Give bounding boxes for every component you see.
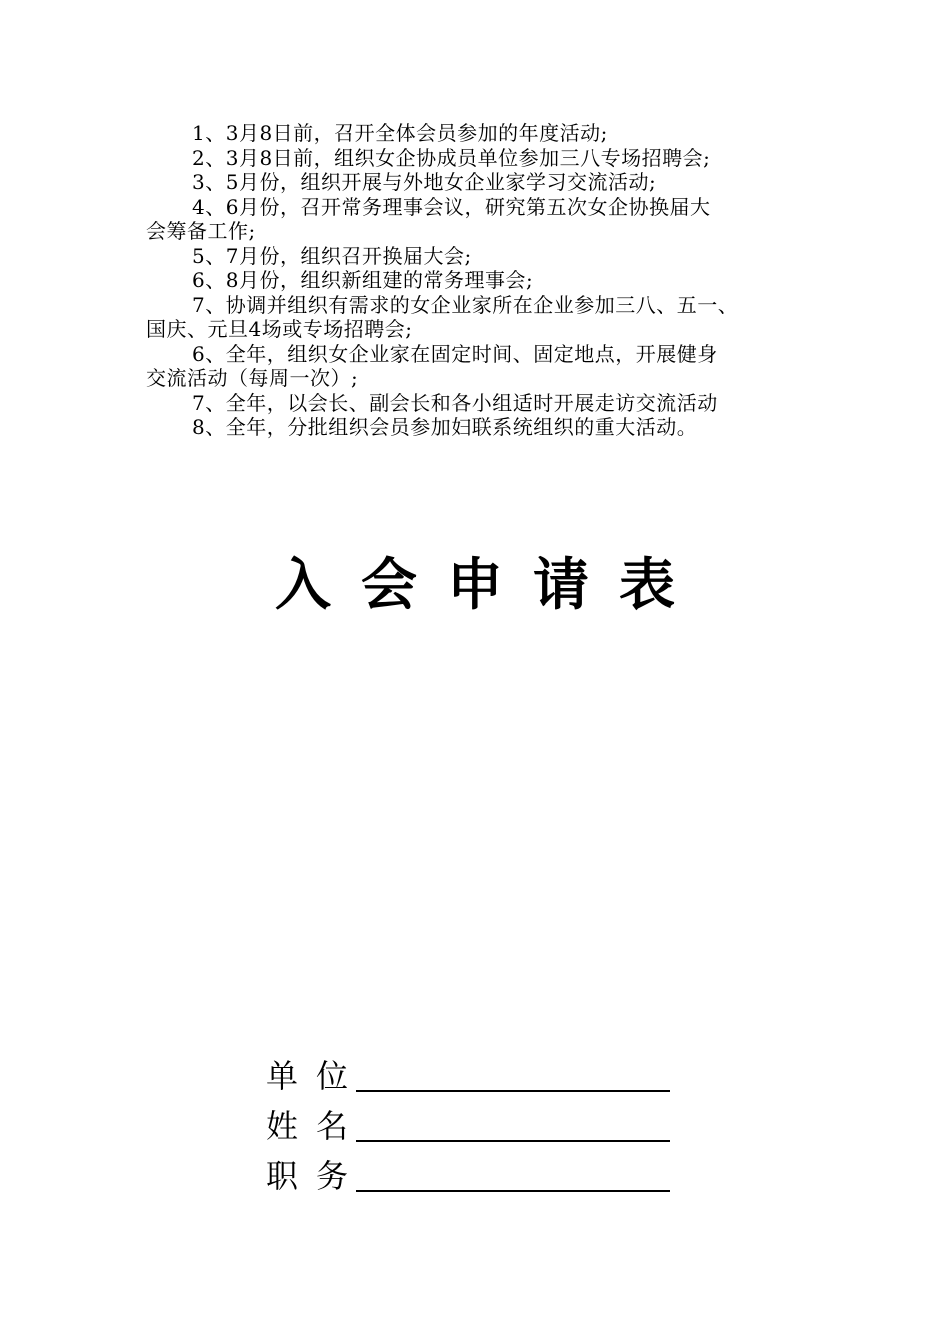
activity-line: 3、5月份，组织开展与外地女企业家学习交流活动; bbox=[192, 170, 657, 194]
activity-line: 会筹备工作; bbox=[146, 219, 256, 243]
activity-line: 6、全年，组织女企业家在固定时间、固定地点，开展健身 bbox=[192, 341, 718, 366]
unit-field bbox=[266, 1048, 670, 1098]
name-field bbox=[266, 1098, 670, 1148]
unit-blank-line[interactable] bbox=[356, 1050, 670, 1092]
activity-list bbox=[146, 121, 826, 440]
activity-line: 4、6月份，召开常务理事会议，研究第五次女企协换届大 bbox=[192, 194, 711, 219]
activity-line: 交流活动（每周一次）; bbox=[146, 366, 359, 390]
name-blank-line[interactable] bbox=[356, 1100, 670, 1142]
form-fields bbox=[266, 1048, 670, 1198]
activity-line: 6、8月份，组织新组建的常务理事会; bbox=[192, 268, 534, 292]
activity-line: 2、3月8日前，组织女企协成员单位参加三八专场招聘会; bbox=[192, 145, 711, 170]
position-blank-line[interactable] bbox=[356, 1150, 670, 1192]
activity-line: 1、3月8日前，召开全体会员参加的年度活动; bbox=[192, 121, 608, 145]
activity-line: 7、全年，以会长、副会长和各小组适时开展走访交流活动 bbox=[192, 390, 718, 415]
activity-line: 7、协调并组织有需求的女企业家所在企业参加三八、五一、 bbox=[192, 292, 739, 317]
unit-label: 单位 bbox=[266, 1057, 367, 1095]
activity-line: 8、全年，分批组织会员参加妇联系统组织的重大活动。 bbox=[192, 415, 698, 439]
form-title: 入会申请表 bbox=[275, 553, 705, 618]
activity-line: 国庆、元旦4场或专场招聘会; bbox=[146, 317, 413, 341]
name-label: 姓名 bbox=[266, 1107, 367, 1145]
position-label: 职务 bbox=[266, 1157, 367, 1195]
position-field bbox=[266, 1148, 670, 1198]
activity-line: 5、7月份，组织召开换届大会; bbox=[192, 243, 472, 268]
